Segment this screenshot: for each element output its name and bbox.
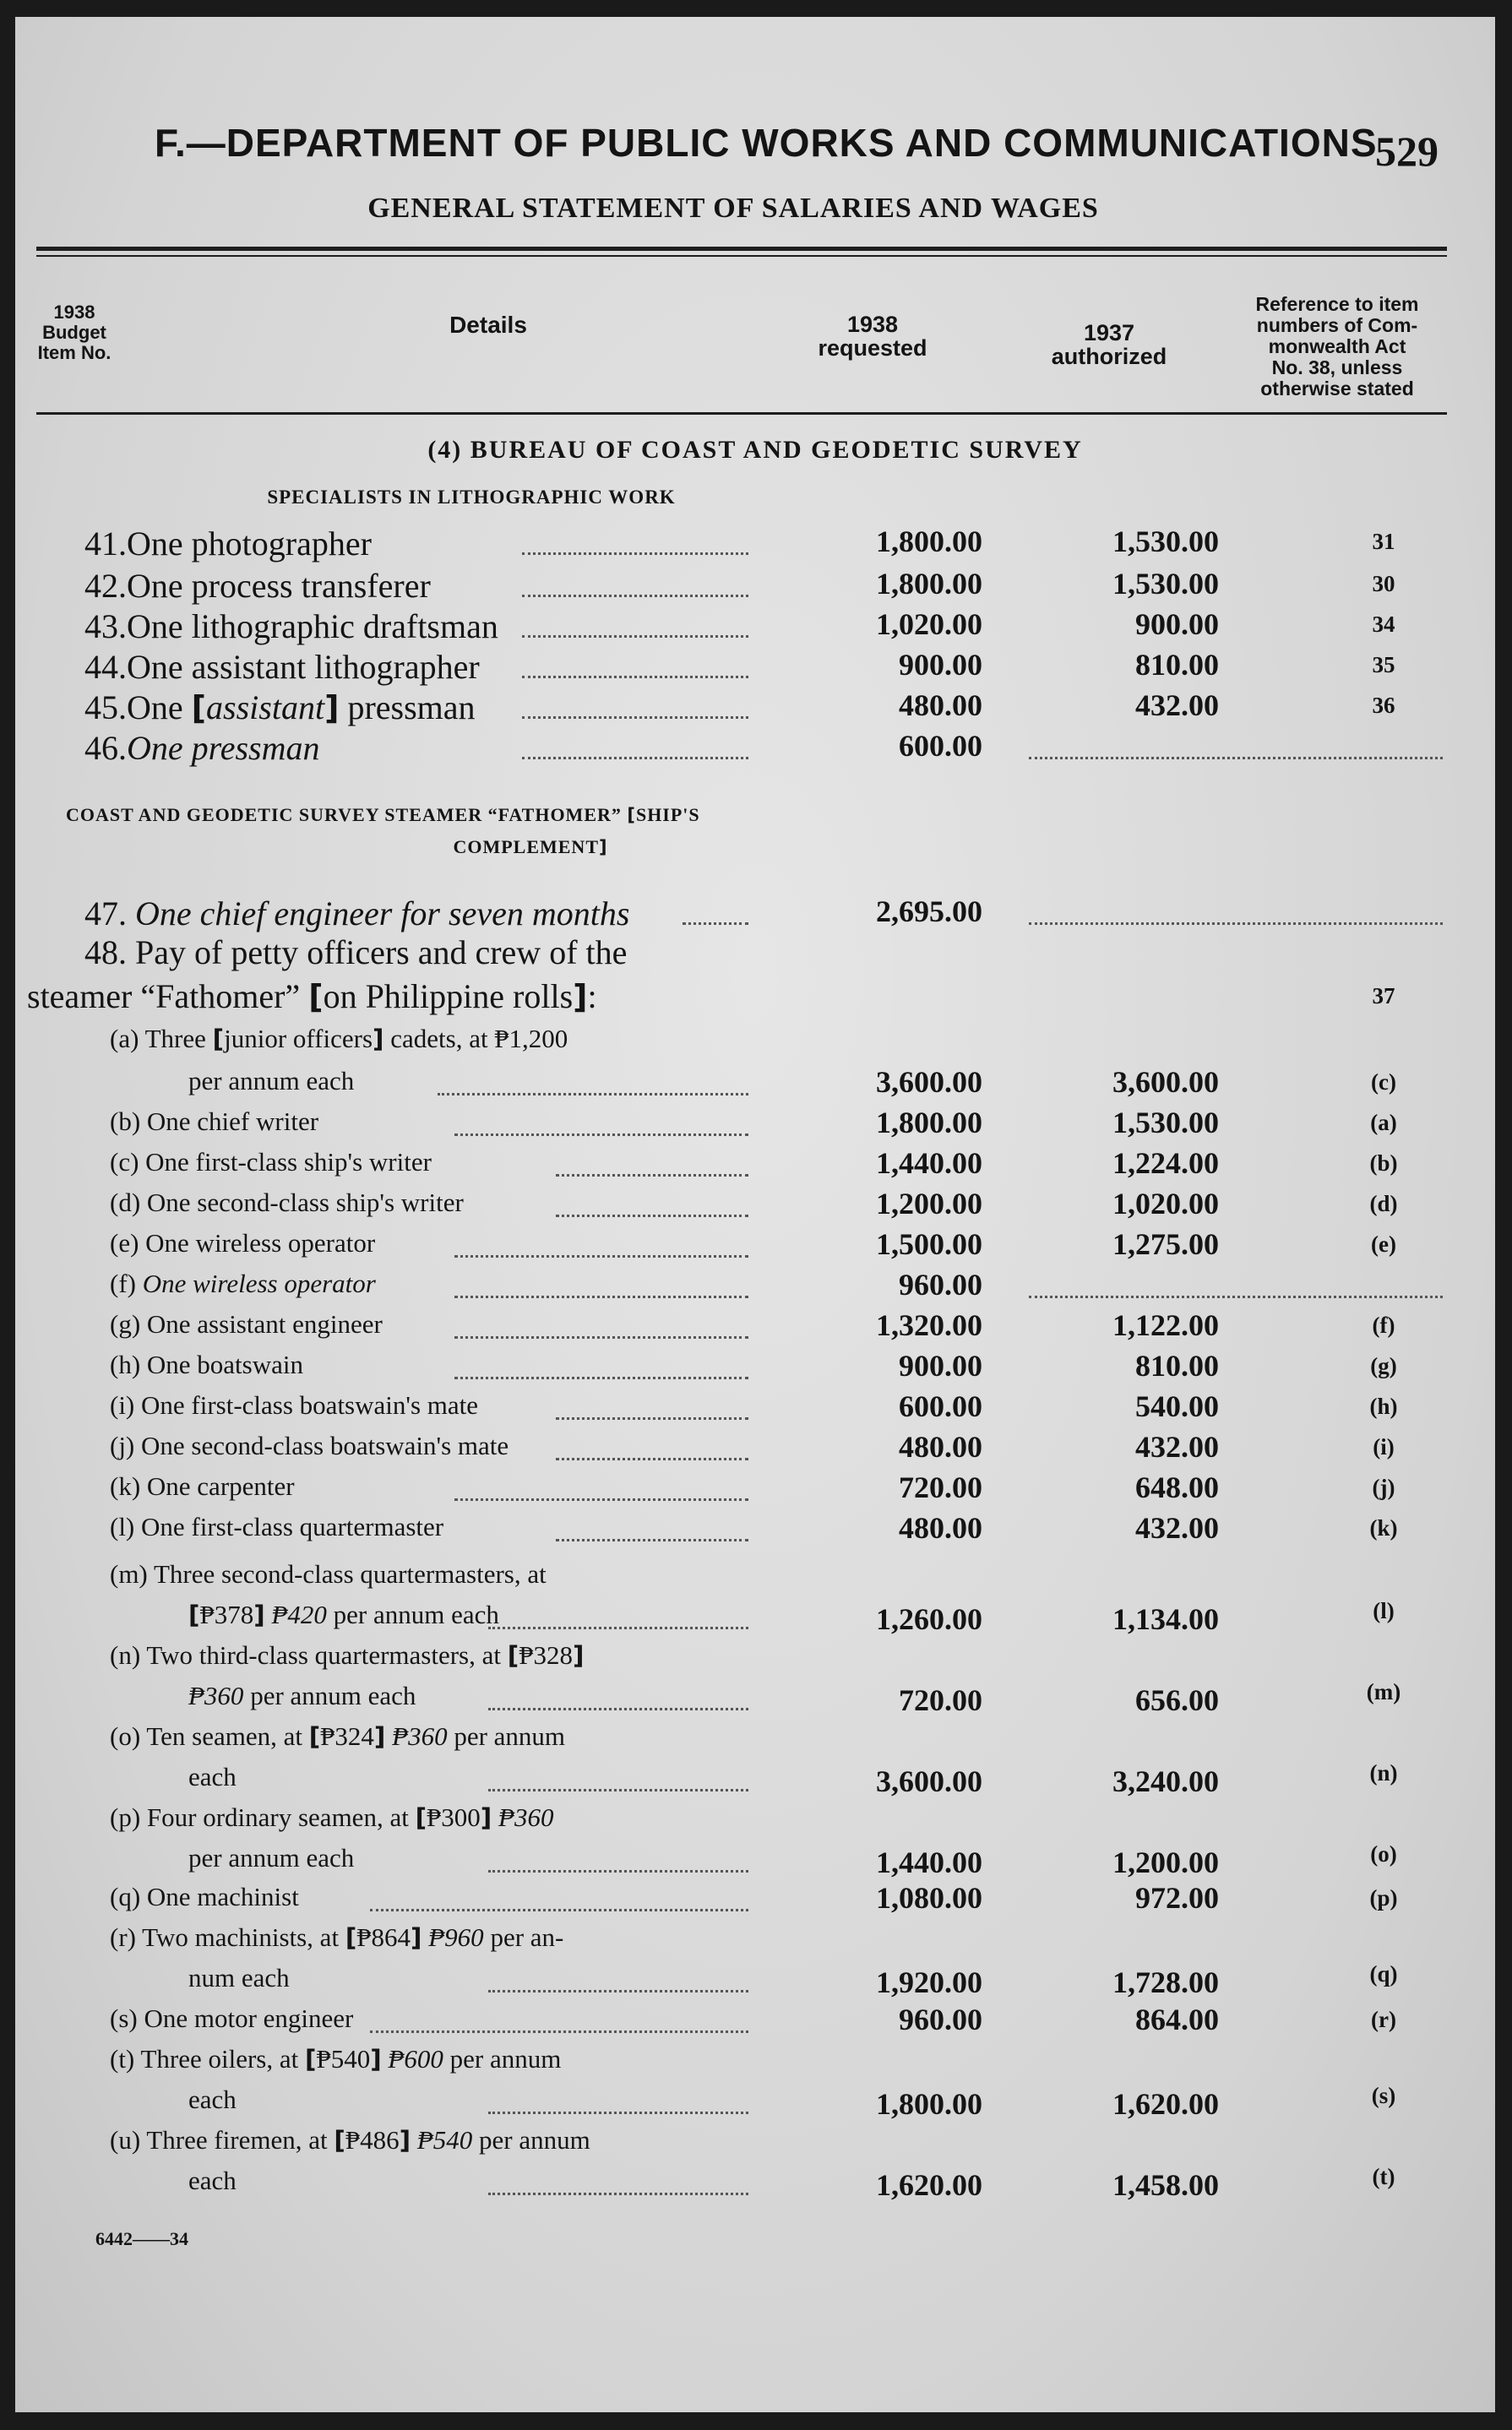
detail-text: One second-class ship's writer — [146, 1188, 464, 1217]
crew-multi-line2 — [15, 1843, 1495, 1884]
leader-dots — [454, 1498, 748, 1501]
bracket-open: [ — [191, 689, 207, 726]
detail-text: per annum each — [326, 1600, 499, 1629]
detail-text: One motor engineer — [144, 2003, 354, 2033]
detail-text: per an- — [483, 1922, 564, 1952]
new-rate: ₱360 — [188, 1681, 244, 1710]
authorized-amount: 864.00 — [1135, 2003, 1219, 2036]
authorized-amount: 1,458.00 — [1112, 2168, 1219, 2202]
leader-dots — [488, 1627, 748, 1629]
new-rate: ₱360 — [492, 1802, 554, 1832]
requested-amount: 720.00 — [899, 1683, 982, 1717]
blank-authorized — [1029, 922, 1443, 925]
crew-letter: (t) — [110, 2044, 141, 2074]
crew-detail-cont: per annum each — [188, 1066, 355, 1095]
statement-subtitle: GENERAL STATEMENT OF SALARIES AND WAGES — [367, 193, 1099, 224]
authorized-amount: 648.00 — [1135, 1471, 1219, 1504]
leader-dots — [522, 595, 748, 597]
crew-multi-line2 — [15, 1963, 1495, 2003]
authorized-amount: 810.00 — [1135, 648, 1219, 682]
subsection-steamer-line2: COMPLEMENT] — [453, 836, 608, 857]
item-47-row — [15, 894, 1495, 934]
specialist-row — [15, 647, 1495, 688]
crew-row — [15, 1269, 1495, 1309]
item-number: 43. — [84, 607, 127, 645]
reference-number: (l) — [1373, 1598, 1395, 1623]
leader-dots — [556, 1417, 748, 1420]
new-rate: ₱960 — [422, 1922, 484, 1952]
detail-text: One first-class boatswain's mate — [141, 1390, 479, 1420]
reference-number: 36 — [1372, 693, 1395, 718]
requested-amount: 960.00 — [899, 2003, 982, 2036]
crew-multi-line2 — [15, 1681, 1495, 1721]
bracket-open: [ — [188, 1601, 200, 1629]
crew-detail — [110, 2125, 786, 2157]
reference-number: (p) — [1369, 1885, 1398, 1911]
authorized-amount: 1,020.00 — [1112, 1187, 1219, 1220]
bracket-close: ] — [370, 2045, 382, 2074]
page-number: 529 — [1375, 128, 1439, 175]
reference-number: (c) — [1371, 1069, 1396, 1095]
crew-letter: (q) — [110, 1882, 147, 1911]
requested-amount: 600.00 — [899, 1389, 982, 1423]
reference-number: 34 — [1372, 612, 1395, 637]
specialist-detail — [84, 688, 760, 729]
document-page — [15, 17, 1495, 2412]
item-48-line2: steamer “Fathomer” [on Philippine rolls]: 37 — [15, 976, 1495, 1017]
detail-text: One boatswain — [146, 1350, 303, 1379]
department-title: F.—DEPARTMENT OF PUBLIC WORKS AND COMMUNICATIONS — [155, 121, 1378, 165]
new-rate: ₱420 — [264, 1600, 327, 1629]
authorized-amount: 1,530.00 — [1112, 525, 1219, 558]
new-rate: ₱360 — [385, 1721, 448, 1751]
authorized-amount: 3,600.00 — [1112, 1065, 1219, 1099]
detail-text: One — [127, 688, 192, 726]
detail-text: pressman — [339, 688, 476, 726]
crew-letter: (u) — [110, 2125, 147, 2155]
crew-detail — [110, 1024, 786, 1056]
authorized-amount: 432.00 — [1135, 1511, 1219, 1545]
specialist-row — [15, 728, 1495, 769]
crew-letter: (a) — [110, 1024, 145, 1053]
reference-number: (r) — [1371, 2007, 1396, 2032]
authorized-amount: 1,200.00 — [1112, 1846, 1219, 1879]
detail-text: One wireless operator — [142, 1269, 376, 1298]
subsection-specialists: SPECIALISTS IN LITHOGRAPHIC WORK — [267, 487, 676, 508]
bracket-close: ] — [373, 1722, 386, 1751]
detail-text: per annum each — [243, 1681, 416, 1710]
bracketed-text: assistant — [206, 688, 325, 726]
item-number: 46. — [84, 729, 127, 767]
crew-letter: (i) — [110, 1390, 142, 1420]
leader-dots — [522, 635, 748, 638]
requested-amount: 1,920.00 — [876, 1965, 982, 1999]
detail-text: each — [188, 2085, 237, 2114]
reference-number: (h) — [1369, 1394, 1398, 1419]
detail-text: One first-class quartermaster — [141, 1512, 444, 1541]
detail-text: One pressman — [127, 729, 320, 767]
detail-text: per annum — [472, 2125, 590, 2155]
crew-letter: (p) — [110, 1802, 147, 1832]
leader-dots — [488, 1990, 748, 1992]
leader-dots — [522, 676, 748, 678]
detail-text: per annum — [443, 2044, 562, 2074]
bracket-close: ] — [253, 1601, 265, 1629]
detail-text: cadets, at ₱1,200 — [383, 1024, 568, 1053]
bracket-close: ] — [572, 1641, 585, 1670]
crew-detail — [110, 1559, 786, 1591]
detail-text: One chief writer — [146, 1106, 319, 1136]
leader-dots — [522, 552, 748, 555]
header-rule-top-thin — [36, 255, 1447, 257]
detail-text: One wireless operator — [145, 1228, 376, 1258]
requested-amount: 1,440.00 — [876, 1146, 982, 1180]
detail-text: One second-class boatswain's mate — [141, 1431, 509, 1460]
authorized-amount: 3,240.00 — [1112, 1764, 1219, 1798]
header-rule-top — [36, 247, 1447, 251]
requested-amount: 3,600.00 — [876, 1065, 982, 1099]
specialist-detail — [84, 728, 760, 769]
detail-text: each — [188, 2166, 237, 2195]
bracketed-text: ₱324 — [320, 1721, 374, 1751]
reference-number: (d) — [1369, 1191, 1398, 1216]
bracket-close: ] — [411, 1923, 422, 1952]
crew-letter: (g) — [110, 1309, 147, 1339]
authorized-amount: 432.00 — [1135, 1430, 1219, 1464]
leader-dots — [454, 1255, 748, 1258]
column-header-reference: Reference to item numbers of Com- monwealth Act No. 38, unless otherwise stated — [1255, 293, 1419, 400]
item-47-detail — [84, 894, 760, 935]
crew-row — [15, 1390, 1495, 1431]
crew-letter: (j) — [110, 1431, 142, 1460]
crew-row — [15, 1188, 1495, 1228]
bracketed-text: ₱300 — [427, 1802, 481, 1832]
crew-letter: (e) — [110, 1228, 146, 1258]
leader-dots — [683, 922, 748, 925]
crew-multi-line2 — [15, 1762, 1495, 1802]
crew-row — [15, 1471, 1495, 1512]
crew-row-line2 — [15, 1066, 1495, 1106]
leader-dots — [454, 1336, 748, 1339]
reference-number: (n) — [1369, 1760, 1398, 1786]
requested-amount: 3,600.00 — [876, 1764, 982, 1798]
item-number: 44. — [84, 648, 127, 686]
detail-text: Two third-class quartermasters, at — [146, 1640, 508, 1670]
requested-amount: 1,200.00 — [876, 1187, 982, 1220]
reference-number: 31 — [1372, 529, 1395, 554]
leader-dots — [454, 1133, 748, 1136]
requested-amount: 1,080.00 — [876, 1881, 982, 1915]
detail-text: One assistant lithographer — [127, 648, 480, 686]
crew-detail — [110, 2044, 786, 2076]
specialist-row — [15, 566, 1495, 606]
crew-detail — [110, 1721, 786, 1753]
leader-dots — [454, 1377, 748, 1379]
bracket-open: [ — [345, 1923, 357, 1952]
bracketed-text: ₱378 — [199, 1600, 254, 1629]
crew-multi-line2 — [15, 2085, 1495, 2125]
requested-amount: 1,020.00 — [876, 607, 982, 641]
crew-letter: (d) — [110, 1188, 147, 1217]
requested-amount: 900.00 — [899, 1349, 982, 1383]
leader-dots — [454, 1296, 748, 1298]
subsection-steamer: COAST AND GEODETIC SURVEY STEAMER “FATHOMER” [SHIP'S — [66, 804, 700, 825]
detail-text: num each — [188, 1963, 290, 1992]
authorized-amount: 1,530.00 — [1112, 1106, 1219, 1139]
requested-amount: 1,800.00 — [876, 567, 982, 601]
bracket-open: [ — [304, 2045, 317, 2074]
crew-letter: (b) — [110, 1106, 147, 1136]
leader-dots — [522, 757, 748, 759]
crew-letter: (s) — [110, 2003, 144, 2033]
bracket-open: [ — [507, 1641, 519, 1670]
leader-dots — [488, 1789, 748, 1791]
crew-detail — [110, 1640, 786, 1672]
crew-multi-line1 — [15, 1882, 1495, 1922]
requested-amount: 1,320.00 — [876, 1308, 982, 1342]
leader-dots — [522, 716, 748, 719]
reference-number: (e) — [1371, 1231, 1396, 1257]
leader-dots — [488, 2112, 748, 2114]
leader-dots — [556, 1174, 748, 1177]
reference-number: 30 — [1372, 571, 1395, 596]
authorized-amount: 540.00 — [1135, 1389, 1219, 1423]
requested-amount: 480.00 — [899, 688, 982, 722]
detail-text: Three second-class quartermasters, at — [153, 1559, 547, 1589]
crew-detail — [110, 1802, 786, 1835]
reference-number: (i) — [1373, 1434, 1395, 1460]
section-title: (4) BUREAU OF COAST AND GEODETIC SURVEY — [427, 436, 1083, 464]
detail-text: Three — [144, 1024, 213, 1053]
item-48-line1: 48. Pay of petty officers and crew of the — [84, 933, 628, 971]
item-number: 47. — [84, 894, 135, 932]
requested-amount: 1,800.00 — [876, 2087, 982, 2121]
specialist-detail — [84, 566, 760, 607]
column-header-requested: 1938 requested — [818, 312, 927, 361]
authorized-amount: 1,620.00 — [1112, 2087, 1219, 2121]
reference-number: (a) — [1370, 1110, 1397, 1135]
detail-text: One assistant engineer — [146, 1309, 383, 1339]
authorized-amount: 1,728.00 — [1112, 1965, 1219, 1999]
crew-row — [15, 1228, 1495, 1269]
specialist-detail — [84, 524, 760, 565]
specialist-row — [15, 606, 1495, 647]
item-48-ref: 37 — [1372, 983, 1395, 1008]
requested-amount: 1,500.00 — [876, 1227, 982, 1261]
bracketed-text: ₱328 — [519, 1640, 573, 1670]
detail-text: One lithographic draftsman — [127, 607, 498, 645]
crew-row — [15, 1147, 1495, 1188]
bracket-open: [ — [415, 1803, 427, 1832]
column-header-authorized: 1937 authorized — [1051, 320, 1167, 369]
requested-amount: 1,800.00 — [876, 1106, 982, 1139]
crew-multi-line2 — [15, 1600, 1495, 1640]
leader-dots — [370, 1909, 748, 1911]
detail-text: Three oilers, at — [140, 2044, 305, 2074]
reference-number: (f) — [1372, 1313, 1395, 1338]
crew-letter: (n) — [110, 1640, 147, 1670]
detail-text: per annum — [447, 1721, 566, 1751]
reference-number: (s) — [1371, 2083, 1396, 2108]
reference-number: (b) — [1369, 1150, 1398, 1176]
new-rate: ₱540 — [411, 2125, 473, 2155]
item-number: 45. — [84, 688, 127, 726]
requested-amount: 960.00 — [899, 1268, 982, 1302]
detail-text: Three firemen, at — [146, 2125, 334, 2155]
authorized-amount: 1,224.00 — [1112, 1146, 1219, 1180]
authorized-amount: 1,134.00 — [1112, 1602, 1219, 1636]
requested-amount: 600.00 — [899, 729, 982, 763]
bracketed-text: ₱540 — [316, 2044, 371, 2074]
requested-amount: 1,260.00 — [876, 1602, 982, 1636]
blank-authorized — [1029, 757, 1443, 759]
bracket-close: ] — [399, 2126, 411, 2155]
crew-multi-line2 — [15, 2166, 1495, 2206]
crew-letter: (r) — [110, 1922, 143, 1952]
reference-number: (o) — [1370, 1841, 1397, 1867]
reference-number: 35 — [1372, 652, 1395, 677]
item-number: 41. — [84, 525, 127, 563]
bracket-open: [ — [308, 1722, 321, 1751]
detail-text: Ten seamen, at — [146, 1721, 309, 1751]
leader-dots — [488, 2193, 748, 2195]
footer-code: 6442——34 — [95, 2228, 188, 2249]
bracket-open: [ — [334, 2126, 345, 2155]
bracket-close: ] — [324, 689, 340, 726]
specialist-detail — [84, 606, 760, 648]
reference-number: (g) — [1370, 1353, 1397, 1378]
crew-row — [15, 1350, 1495, 1390]
bracket-close: ] — [480, 1803, 492, 1832]
requested-amount: 2,695.00 — [876, 894, 982, 928]
detail-text: One carpenter — [146, 1471, 295, 1501]
bracket-close: ] — [373, 1025, 384, 1053]
authorized-amount: 972.00 — [1135, 1881, 1219, 1915]
leader-dots — [488, 1870, 748, 1873]
crew-row — [15, 1512, 1495, 1552]
crew-letter: (m) — [110, 1559, 154, 1589]
reference-number: (j) — [1372, 1475, 1395, 1500]
crew-multi-line1 — [15, 2003, 1495, 2044]
crew-letter: (h) — [110, 1350, 147, 1379]
detail-text: One process transferer — [127, 567, 431, 605]
reference-number: (m) — [1366, 1679, 1401, 1704]
detail-text: One chief engineer for seven months — [135, 894, 630, 932]
specialist-detail — [84, 647, 760, 688]
authorized-amount: 656.00 — [1135, 1683, 1219, 1717]
detail-text: Two machinists, at — [142, 1922, 345, 1952]
requested-amount: 1,440.00 — [876, 1846, 982, 1879]
crew-row — [15, 1309, 1495, 1350]
column-header-details: Details — [449, 312, 527, 338]
crew-letter: (c) — [110, 1147, 146, 1177]
new-rate: ₱600 — [381, 2044, 443, 2074]
crew-letter: (f) — [110, 1269, 143, 1298]
authorized-amount: 1,530.00 — [1112, 567, 1219, 601]
authorized-amount: 432.00 — [1135, 688, 1219, 722]
authorized-amount: 810.00 — [1135, 1349, 1219, 1383]
header-rule-bottom — [36, 412, 1447, 415]
crew-row — [15, 1431, 1495, 1471]
detail-text: each — [188, 1762, 237, 1791]
authorized-amount: 900.00 — [1135, 607, 1219, 641]
reference-number: (t) — [1372, 2164, 1395, 2189]
leader-dots — [488, 1708, 748, 1710]
crew-row-line1 — [15, 1024, 1495, 1064]
crew-detail — [110, 1922, 786, 1954]
crew-letter: (o) — [110, 1721, 147, 1751]
leader-dots — [556, 1539, 748, 1541]
authorized-amount: 1,122.00 — [1112, 1308, 1219, 1342]
detail-text: One photographer — [127, 525, 372, 563]
bracketed-text: ₱864 — [356, 1922, 411, 1952]
specialist-row — [15, 524, 1495, 564]
requested-amount: 900.00 — [899, 648, 982, 682]
bracketed-text: junior officers — [224, 1024, 373, 1053]
leader-dots — [556, 1458, 748, 1460]
requested-amount: 720.00 — [899, 1471, 982, 1504]
leader-dots — [438, 1093, 748, 1095]
leader-dots — [370, 2030, 748, 2033]
crew-letter: (l) — [110, 1512, 142, 1541]
detail-text: per annum each — [188, 1843, 355, 1873]
reference-number: (q) — [1369, 1961, 1398, 1987]
bracket-open: [ — [212, 1025, 225, 1053]
bracketed-text: ₱486 — [345, 2125, 400, 2155]
leader-dots — [556, 1215, 748, 1217]
requested-amount: 480.00 — [899, 1511, 982, 1545]
reference-number: (k) — [1369, 1515, 1398, 1541]
item-number: 42. — [84, 567, 127, 605]
requested-amount: 1,800.00 — [876, 525, 982, 558]
specialist-row — [15, 688, 1495, 728]
requested-amount: 1,620.00 — [876, 2168, 982, 2202]
authorized-amount: 1,275.00 — [1112, 1227, 1219, 1261]
detail-text: One first-class ship's writer — [145, 1147, 432, 1177]
crew-letter: (k) — [110, 1471, 147, 1501]
column-header-item: 1938 Budget Item No. — [37, 302, 111, 363]
requested-amount: 480.00 — [899, 1430, 982, 1464]
blank-authorized — [1029, 1296, 1443, 1298]
detail-text: One machinist — [146, 1882, 299, 1911]
crew-row — [15, 1106, 1495, 1147]
detail-text: Four ordinary seamen, at — [146, 1802, 416, 1832]
